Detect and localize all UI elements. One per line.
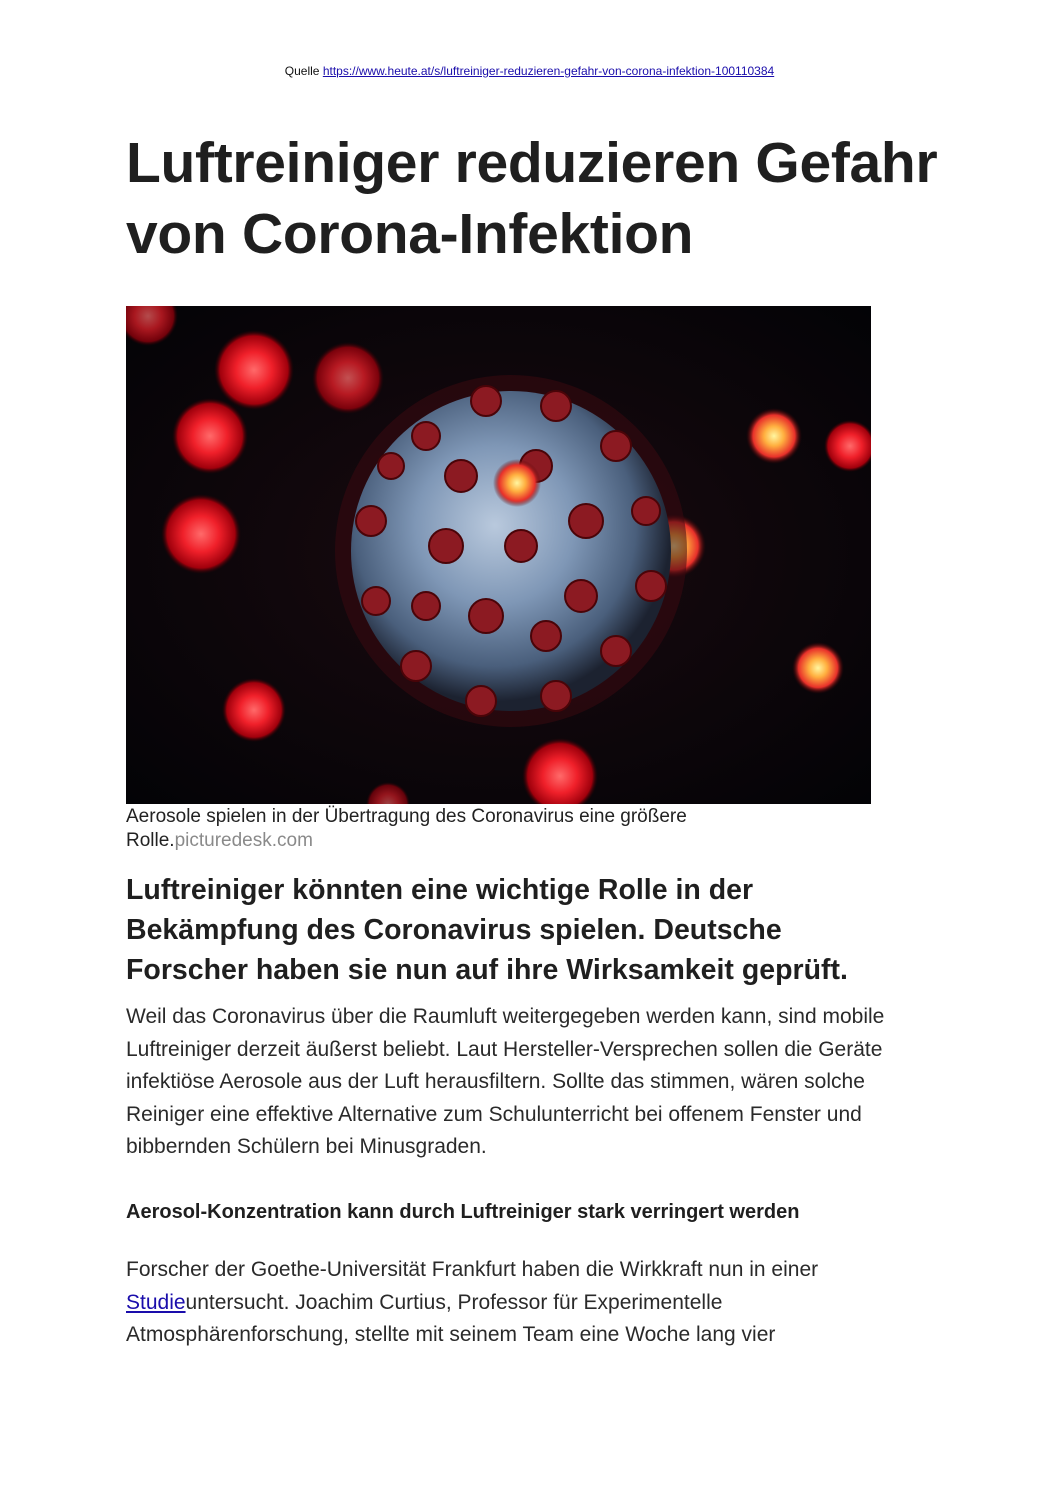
article-title [126,128,986,270]
lead-line-3: Forscher haben sie nun auf ihre Wirksamkeit geprüft. [126,954,848,986]
source-label: Quelle [284,64,320,78]
paragraph-1: Weil das Coronavirus über die Raumluft weitergegeben werden kann, sind mobile Luftreiniger derzeit äußerst beliebt. Laut Hersteller-Versprechen sollen die Geräte infektiöse Aerosole aus der Luft herausfiltern. Sollte das stimmen, wären solche Reiniger eine effektive Alternative zum Schulunterricht bei offenem Fenster und bibbernden Schülern bei Minusgraden. [126,1005,885,1158]
hero-image-coronavirus [126,306,871,804]
subheading: Aerosol-Konzentration kann durch Luftreiniger stark verringert werden [126,1201,800,1223]
source-link[interactable]: https://www.heute.at/s/luftreiniger-reduzieren-gefahr-von-corona-infektion-100110384 [322,64,775,78]
title-line-2: von Corona-Infektion [126,202,694,266]
image-credit: picturedesk.com [174,830,313,851]
study-link[interactable]: Studie [126,1290,186,1314]
lead-line-2: Bekämpfung des Coronavirus spielen. Deutsche [126,914,782,946]
paragraph-2-text-after: untersucht. Joachim Curtius, Professor für Experimentelle Atmosphärenforschung, stellte mit seinem Team eine Woche lang vier [126,1290,776,1346]
article-lead [126,870,926,990]
source-line [0,64,1059,78]
image-caption [126,805,826,853]
lead-line-1: Luftreiniger könnten eine wichtige Rolle in der [126,874,754,906]
title-line-1: Luftreiniger reduzieren Gefahr [126,131,938,195]
caption-text: Aerosole spielen in der Übertragung des Coronavirus eine größere Rolle. [126,806,687,851]
paragraph-2-text-before: Forscher der Goethe-Universität Frankfurt haben die Wirkkraft nun in einer [126,1258,819,1281]
paragraph-2 [126,1254,936,1352]
